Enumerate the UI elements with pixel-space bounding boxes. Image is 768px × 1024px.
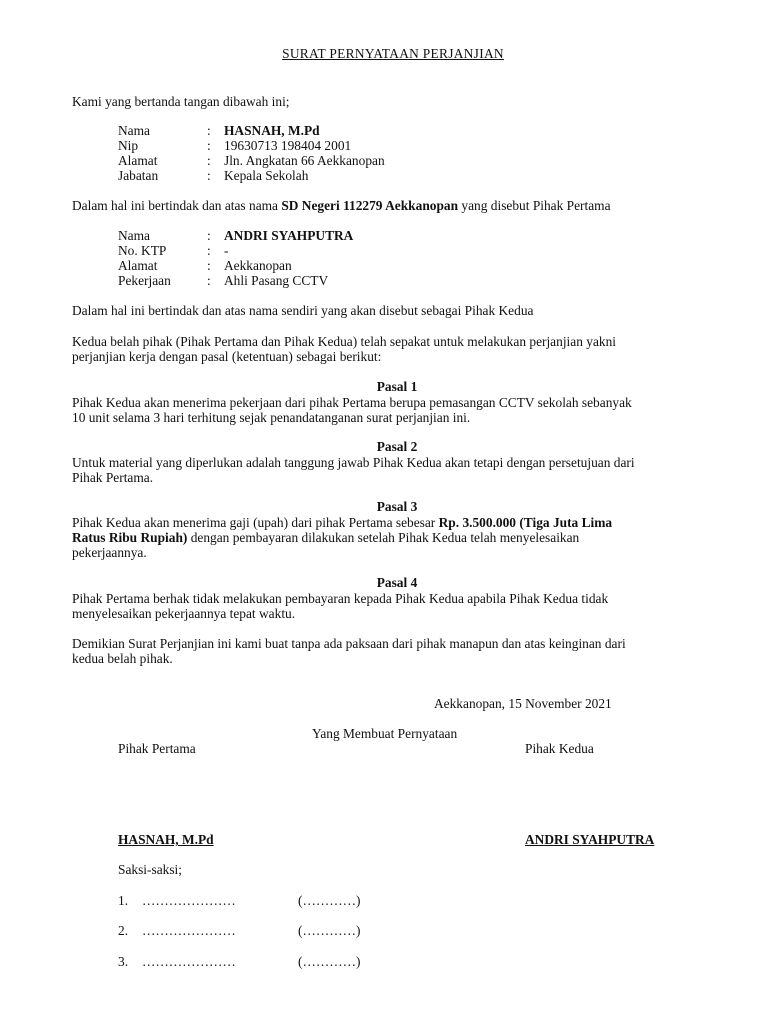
field-label: Nama [118,228,150,243]
signature-left-role: Pihak Pertama [118,741,196,756]
pasal4-title: Pasal 4 [376,575,418,590]
pasal3-text: dengan pembayaran dilakukan setelah Pihak Kedua telah menyelesaikan [187,530,580,545]
signature-left-name: HASNAH, M.Pd [118,832,214,847]
witness-sign-blank: (…………) [298,893,361,908]
pasal3-text: Pihak Kedua akan menerima gaji (upah) dari pihak Pertama sebesar [72,515,439,530]
witness-name-blank: ………………… [142,923,236,938]
witness-number: 3. [118,954,129,969]
pasal3-line3: pekerjaannya. [72,545,147,560]
field-colon: : [207,243,211,258]
closing-line2: kedua belah pihak. [72,651,173,666]
document-title: SURAT PERNYATAAN PERJANJIAN [282,46,504,61]
pasal1-line1: Pihak Kedua akan menerima pekerjaan dari pihak Pertama berupa pemasangan CCTV sekolah sebanyak [72,395,632,410]
statement-text: yang disebut Pihak Pertama [458,198,611,213]
field-label: Pekerjaan [118,273,171,288]
party2-job-value: Ahli Pasang CCTV [224,273,329,288]
witness-name-blank: ………………… [142,954,236,969]
witness-sign-blank: (…………) [298,954,361,969]
party2-statement: Dalam hal ini bertindak dan atas nama sendiri yang akan disebut sebagai Pihak Kedua [72,303,534,318]
field-label: Alamat [118,153,158,168]
field-colon: : [207,273,211,288]
field-colon: : [207,168,211,183]
party2-address-value: Aekkanopan [224,258,292,273]
pasal3-line2 [72,530,579,545]
field-colon: : [207,228,211,243]
party1-position-value: Kepala Sekolah [224,168,309,183]
field-label: No. KTP [118,243,167,258]
witness-number: 1. [118,893,129,908]
pasal3-line1 [72,515,612,530]
pasal3-title: Pasal 3 [376,499,418,514]
pasal1-line2: 10 unit selama 3 hari terhitung sejak penandatanganan surat perjanjian ini. [72,410,471,425]
party2-ktp-value: - [224,243,229,258]
intro-text: Kami yang bertanda tangan dibawah ini; [72,94,290,109]
payment-amount: Rp. 3.500.000 (Tiga Juta Lima [438,515,613,530]
witness-number: 2. [118,923,129,938]
party1-name-value: HASNAH, M.Pd [224,123,320,138]
field-label: Nama [118,123,150,138]
pasal2-line2: Pihak Pertama. [72,470,154,485]
witness-name-blank: ………………… [142,893,236,908]
pasal2-title: Pasal 2 [376,439,418,454]
field-label: Nip [118,138,139,153]
payment-amount-cont: Ratus Ribu Rupiah) [72,530,188,545]
field-colon: : [207,258,211,273]
statement-text: Dalam hal ini bertindak dan atas nama [72,198,282,213]
signature-heading: Yang Membuat Pernyataan [312,726,458,741]
witness-sign-blank: (…………) [298,923,361,938]
agreement-intro-line2: perjanjian kerja dengan pasal (ketentuan) sebagai berikut: [72,349,382,364]
party2-name-value: ANDRI SYAHPUTRA [224,228,354,243]
place-date: Aekkanopan, 15 November 2021 [434,696,612,711]
witness-heading: Saksi-saksi; [118,862,182,877]
closing-line1: Demikian Surat Perjanjian ini kami buat tanpa ada paksaan dari pihak manapun dan atas keinginan dari [72,636,626,651]
field-colon: : [207,138,211,153]
pasal4-line2: menyelesaikan pekerjaannya tepat waktu. [72,606,296,621]
field-colon: : [207,123,211,138]
agreement-intro-line1: Kedua belah pihak (Pihak Pertama dan Pihak Kedua) telah sepakat untuk melakukan perjanjian yakni [72,334,617,349]
party1-address-value: Jln. Angkatan 66 Aekkanopan [224,153,385,168]
field-label: Alamat [118,258,158,273]
field-colon: : [207,153,211,168]
pasal2-line1: Untuk material yang diperlukan adalah tanggung jawab Pihak Kedua akan tetapi dengan persetujuan dari [72,455,635,470]
party1-statement [72,198,611,213]
signature-right-name: ANDRI SYAHPUTRA [525,832,655,847]
field-label: Jabatan [118,168,159,183]
school-name: SD Negeri 112279 Aekkanopan [281,198,459,213]
signature-right-role: Pihak Kedua [525,741,594,756]
pasal1-title: Pasal 1 [376,379,418,394]
party1-nip-value: 19630713 198404 2001 [224,138,352,153]
pasal4-line1: Pihak Pertama berhak tidak melakukan pembayaran kepada Pihak Kedua apabila Pihak Kedua tidak [72,591,609,606]
